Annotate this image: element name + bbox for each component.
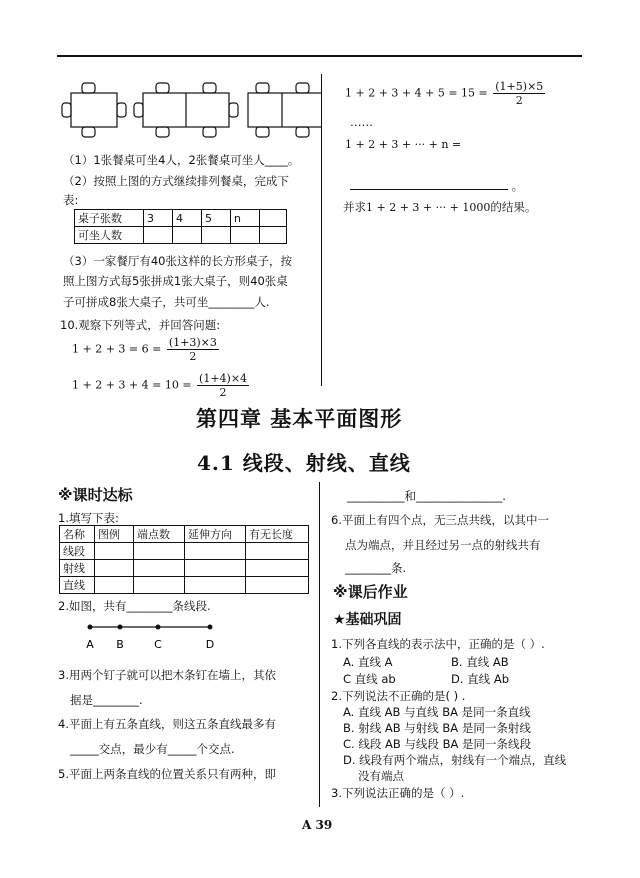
option-c: C 直线 ab bbox=[343, 672, 396, 686]
table-cell bbox=[202, 227, 231, 244]
equation-1 bbox=[72, 336, 219, 363]
seating-table bbox=[74, 209, 287, 244]
table-cell bbox=[185, 560, 246, 577]
table-header-cell: 图例 bbox=[95, 526, 134, 543]
equation-2 bbox=[72, 372, 249, 399]
point-label-a: A bbox=[86, 638, 94, 651]
question-5-text: 5.平面上两条直线的位置关系只有两种，即 bbox=[58, 767, 276, 781]
equation-4: 1 + 2 + 3 + ··· + n = bbox=[345, 138, 462, 151]
subsection-heading-basics: ★基础巩固 bbox=[333, 612, 402, 628]
answer-blank bbox=[350, 178, 508, 190]
question-2-text-cont: 表: bbox=[63, 193, 79, 207]
option-d-cont: 没有端点 bbox=[358, 769, 404, 783]
table-cell bbox=[246, 577, 309, 594]
equation-3 bbox=[345, 80, 545, 107]
question-1-text: （1）1张餐桌可坐4人，2张餐桌可坐人____。 bbox=[63, 153, 300, 167]
table-cell: n bbox=[231, 210, 260, 227]
fraction bbox=[197, 372, 249, 399]
question-3-text-cont: 据是________. bbox=[70, 693, 143, 707]
table-cell bbox=[95, 577, 134, 594]
question-6-text: 6.平面上有四个点，无三点共线，以其中一 bbox=[331, 513, 549, 527]
option-d: D. 线段有两个端点，射线有一个端点，直线 bbox=[343, 753, 567, 767]
equation-lhs: 1 + 2 + 3 = 6 = bbox=[72, 342, 162, 356]
question-10-text: 10.观察下列等式，并回答问题: bbox=[60, 318, 221, 332]
table-header-cell: 延伸方向 bbox=[185, 526, 246, 543]
option-c: C. 线段 AB 与线段 BA 是同一条线段 bbox=[343, 737, 531, 751]
header-rule bbox=[57, 55, 582, 57]
point-label-b: B bbox=[116, 638, 124, 651]
table-cell bbox=[134, 560, 185, 577]
table-cell bbox=[231, 227, 260, 244]
chapter-title: 第四章 基本平面图形 bbox=[196, 406, 403, 431]
section-heading-homework: ※课后作业 bbox=[333, 583, 408, 601]
denominator: 2 bbox=[515, 94, 523, 107]
table-cell bbox=[134, 543, 185, 560]
option-b: B. 直线 AB bbox=[451, 655, 509, 669]
answer-line bbox=[350, 178, 523, 194]
option-d: D. 直线 Ab bbox=[451, 672, 509, 686]
question-4-text: 4.平面上有五条直线，则这五条直线最多有 bbox=[58, 717, 276, 731]
answer-end: 。 bbox=[511, 179, 524, 193]
denominator: 2 bbox=[219, 386, 227, 399]
question-4-text-cont: _____交点，最少有_____个交点. bbox=[70, 742, 235, 756]
table-header-cell: 有无长度 bbox=[246, 526, 309, 543]
ellipsis: …… bbox=[350, 115, 373, 129]
find-sum-post: 的结果。 bbox=[490, 200, 537, 214]
point-label-d: D bbox=[205, 638, 215, 651]
table-cell: 4 bbox=[173, 210, 202, 227]
page-number: A 39 bbox=[302, 818, 333, 832]
option-a: A. 直线 AB 与直线 BA 是同一条直线 bbox=[343, 705, 531, 719]
table-header-cell: 端点数 bbox=[134, 526, 185, 543]
denominator: 2 bbox=[189, 350, 197, 363]
homework-question-3: 3.下列说法正确的是（ ）. bbox=[331, 786, 465, 800]
table-row-label: 线段 bbox=[60, 543, 95, 560]
table-cell: 5 bbox=[202, 210, 231, 227]
table-cell bbox=[246, 560, 309, 577]
numerator: (1+5)×5 bbox=[495, 80, 544, 93]
homework-question-1: 1.下列各直线的表示法中，正确的是（ ）. bbox=[331, 637, 545, 651]
table-cell: 桌子张数 bbox=[75, 210, 144, 227]
table-cell bbox=[144, 227, 173, 244]
question-3-text-cont2: 子可拼成8张大桌子，共可坐________人. bbox=[63, 295, 270, 309]
fraction bbox=[167, 336, 219, 363]
fraction bbox=[493, 80, 545, 107]
table-cell: 可坐人数 bbox=[75, 227, 144, 244]
question-6-text-cont: 点为端点，并且经过另一点的射线共有 bbox=[345, 538, 541, 552]
option-a: A. 直线 A bbox=[343, 655, 393, 669]
question-3-text: （3）一家餐厅有40张这样的长方形桌子，按 bbox=[63, 254, 292, 268]
find-sum-pre: 并求 bbox=[343, 200, 366, 214]
table-row-label: 射线 bbox=[60, 560, 95, 577]
question-6-text-cont2: ________条. bbox=[345, 561, 407, 575]
equation-lhs: 1 + 2 + 3 + 4 = 10 = bbox=[72, 378, 192, 392]
question-3-text-cont: 照上图方式每5张拼成1张大桌子，则40张桌 bbox=[63, 274, 288, 288]
find-sum-expr: 1 + 2 + 3 + ··· + 1000 bbox=[366, 201, 491, 214]
section-heading-class-goals: ※课时达标 bbox=[58, 486, 133, 504]
column-divider-bottom bbox=[319, 482, 320, 807]
table-row-label: 直线 bbox=[60, 577, 95, 594]
question-3-text: 3.用两个钉子就可以把木条钉在墙上，其依 bbox=[58, 668, 276, 682]
table-cell bbox=[134, 577, 185, 594]
dining-tables-illustration bbox=[60, 78, 322, 148]
table-cell bbox=[246, 543, 309, 560]
table-cell: 3 bbox=[144, 210, 173, 227]
table-cell bbox=[173, 227, 202, 244]
option-b: B. 射线 AB 与射线 BA 是同一条射线 bbox=[343, 721, 531, 735]
table-cell bbox=[260, 227, 287, 244]
table-cell bbox=[185, 577, 246, 594]
equation-lhs: 1 + 2 + 3 + 4 + 5 = 15 = bbox=[345, 86, 488, 100]
question-5-continuation: __________和_______________. bbox=[347, 489, 506, 503]
numerator: (1+3)×3 bbox=[168, 336, 217, 349]
table-cell bbox=[260, 210, 287, 227]
point-label-c: C bbox=[154, 638, 162, 651]
question-2-text: 2.如图，共有________条线段. bbox=[58, 599, 211, 613]
table-cell bbox=[185, 543, 246, 560]
table-cell bbox=[95, 543, 134, 560]
table-header-cell: 名称 bbox=[60, 526, 95, 543]
question-1-text: 1.填写下表: bbox=[58, 511, 119, 525]
section-title: 4.1 线段、射线、直线 bbox=[197, 451, 411, 475]
line-properties-table bbox=[59, 525, 309, 594]
table-cell bbox=[95, 560, 134, 577]
line-segment-figure bbox=[82, 618, 222, 654]
numerator: (1+4)×4 bbox=[199, 372, 248, 385]
homework-question-2: 2.下列说法不正确的是( ) . bbox=[331, 689, 466, 703]
question-2-text: （2）按照上图的方式继续排列餐桌，完成下 bbox=[63, 174, 289, 188]
find-sum-text bbox=[343, 199, 536, 215]
